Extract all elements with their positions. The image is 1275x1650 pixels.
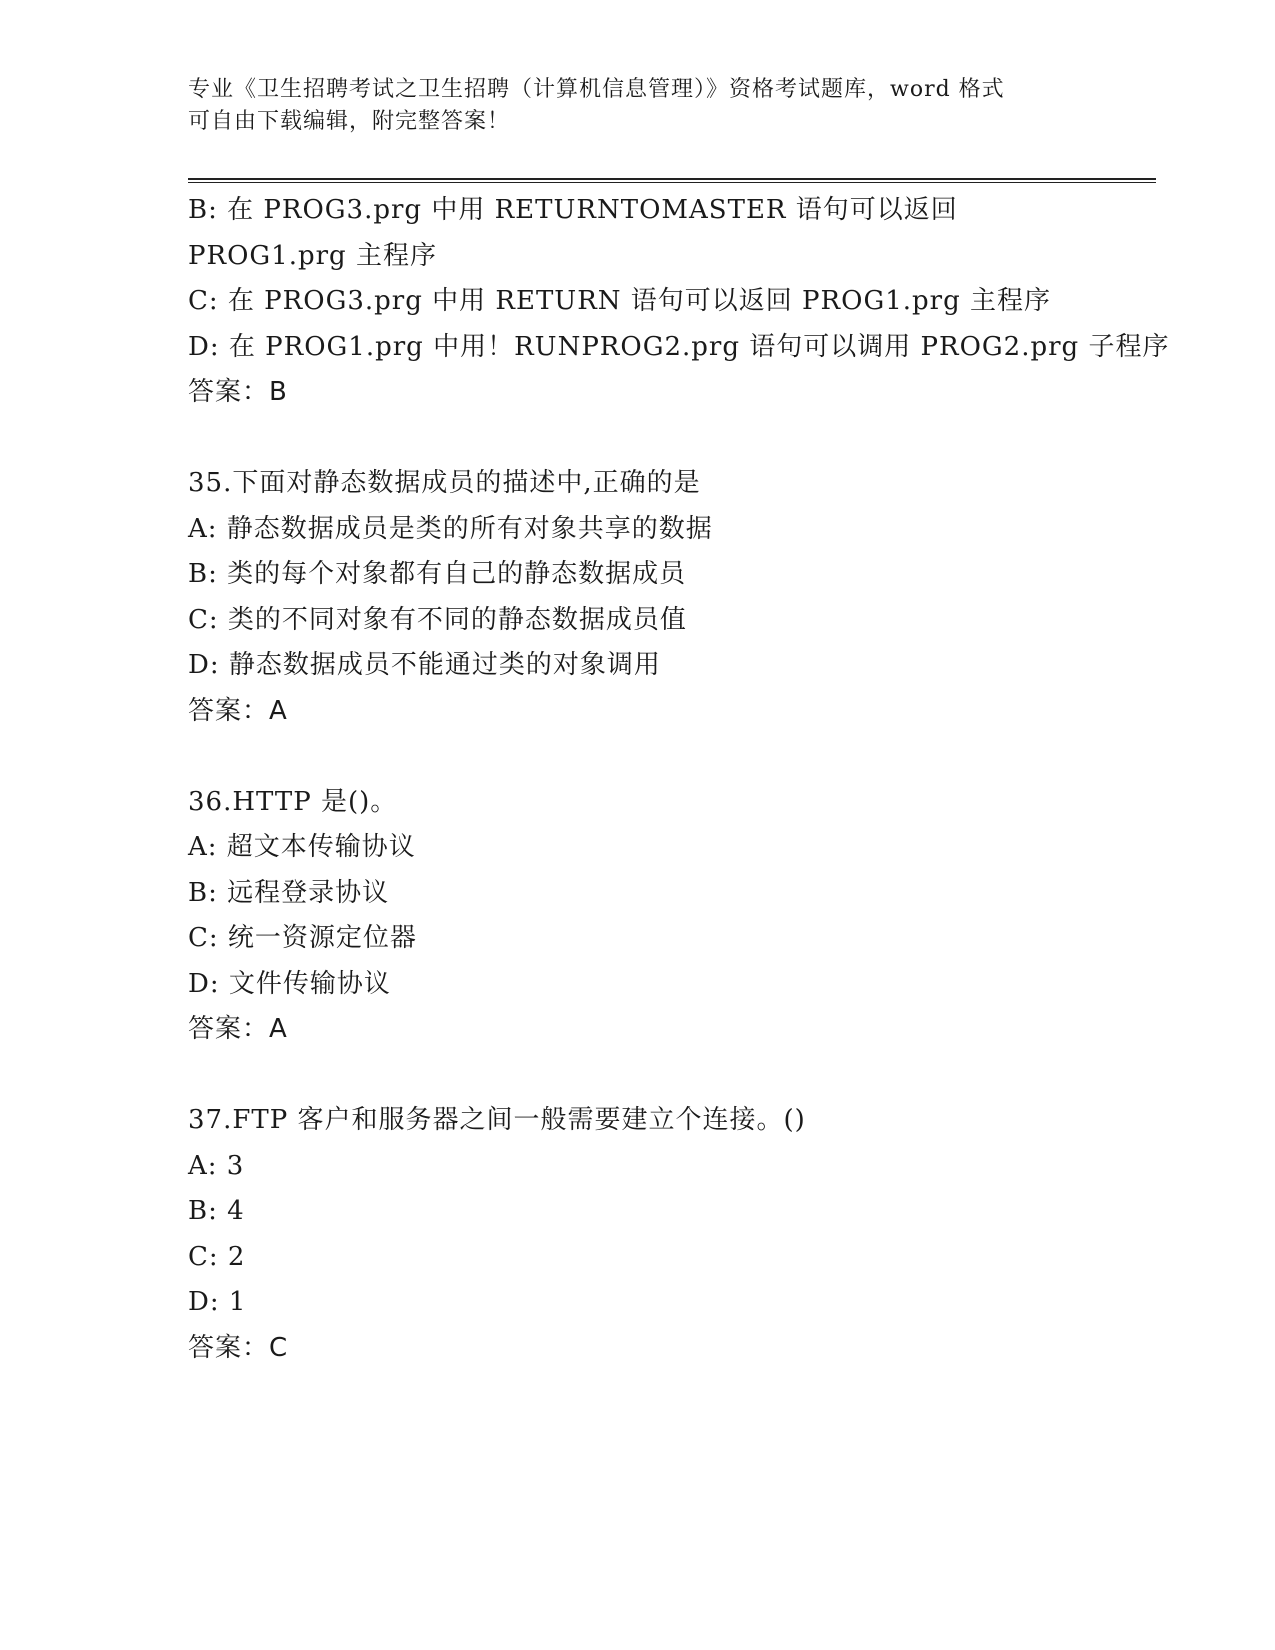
question-36: [188, 780, 1088, 1053]
option-a: A: 超文本传输协议: [188, 832, 416, 862]
question-stem: 37.FTP 客户和服务器之间一般需要建立个连接。(): [188, 1105, 806, 1135]
option-b: B: 远程登录协议: [188, 877, 390, 908]
question-37: [188, 1098, 1088, 1371]
document-header: [188, 74, 1088, 138]
option-d: D: 静态数据成员不能通过类的对象调用: [188, 650, 661, 680]
question-stem: 36.HTTP 是()。: [188, 786, 398, 817]
option-a: A: 3: [188, 1150, 245, 1181]
header-line-1: 专业《卫生招聘考试之卫生招聘（计算机信息管理）》资格考试题库，word 格式: [188, 77, 1005, 102]
option-d: D: 文件传输协议: [188, 968, 391, 999]
spacer: [188, 416, 1088, 462]
option-d: D: 在 PROG1.prg 中用！RUNPROG2.prg 语句可以调用 PROG2.prg 子程序: [188, 331, 1170, 362]
option-c: C: 在 PROG3.prg 中用 RETURN 语句可以返回 PROG1.prg 主程序: [188, 286, 1051, 316]
option-c: C: 类的不同对象有不同的静态数据成员值: [188, 604, 687, 635]
question-content: [188, 188, 1170, 1371]
spacer: [188, 734, 1088, 780]
answer-line: 答案：B: [188, 377, 288, 407]
option-b: B: 4: [188, 1196, 245, 1226]
option-c: C: 2: [188, 1241, 246, 1272]
answer-line: 答案：A: [188, 695, 288, 726]
question-34-continuation: [188, 188, 1170, 416]
spacer: [188, 1053, 1088, 1099]
answer-line: 答案：C: [188, 1332, 289, 1363]
answer-line: 答案：A: [188, 1014, 288, 1044]
option-c: C: 统一资源定位器: [188, 923, 417, 953]
option-b: B: 在 PROG3.prg 中用 RETURNTOMASTER 语句可以返回 PROG1.prg 主程序: [188, 195, 958, 271]
header-line-2: 可自由下载编辑，附完整答案！: [188, 109, 511, 134]
option-b: B: 类的每个对象都有自己的静态数据成员: [188, 559, 687, 589]
question-35: [188, 461, 1088, 734]
header-divider: [188, 178, 1156, 183]
option-d: D: 1: [188, 1287, 247, 1317]
option-a: A: 静态数据成员是类的所有对象共享的数据: [188, 513, 713, 544]
question-stem: 35.下面对静态数据成员的描述中,正确的是: [188, 468, 701, 498]
